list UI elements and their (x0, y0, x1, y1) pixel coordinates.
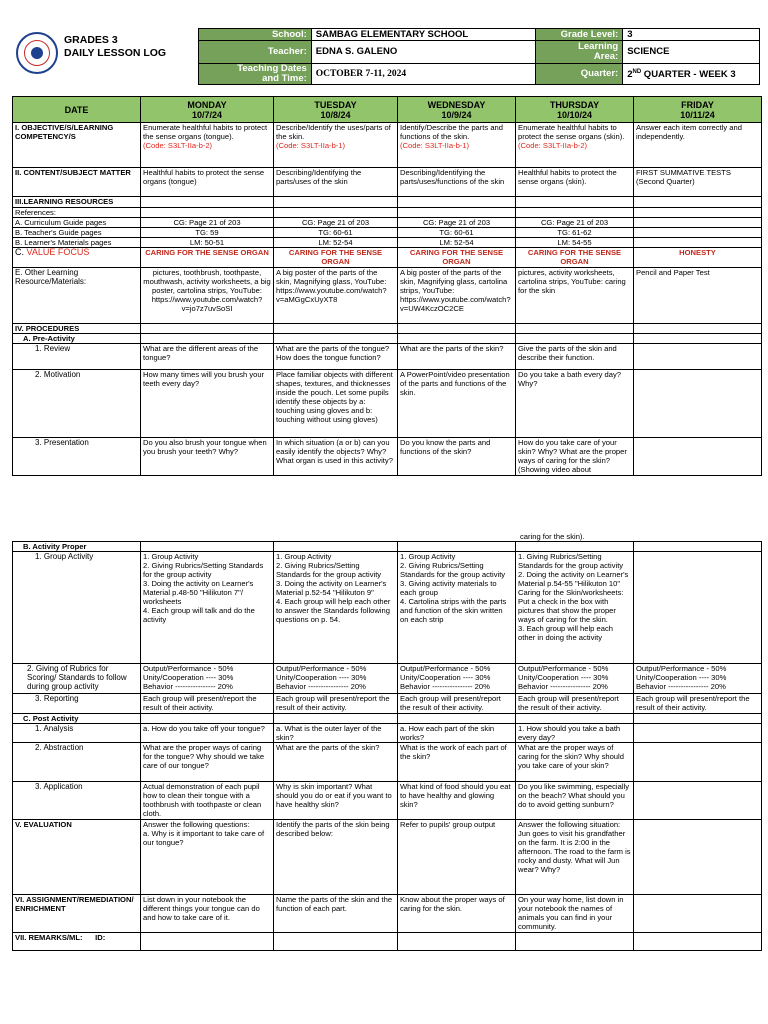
cg-wednesday: CG: Page 21 of 203 (398, 218, 516, 228)
empty-cell (274, 324, 398, 334)
reporting-label: 3. Reporting (13, 694, 141, 714)
lesson-table-part-1 (12, 96, 762, 476)
empty-cell (274, 933, 398, 951)
school-label: School: (199, 29, 312, 41)
dates-value: OCTOBER 7-11, 2024 (311, 64, 536, 85)
log-title: DAILY LESSON LOG (64, 47, 167, 59)
abstraction-label: 2. Abstraction (13, 743, 141, 782)
empty-cell (141, 208, 274, 218)
analysis-thursday: 1. How should you take a bath every day? (516, 724, 634, 743)
abstraction-wednesday: What is the work of each part of the skin? (398, 743, 516, 782)
empty-cell (634, 438, 762, 476)
empty-cell (634, 218, 762, 228)
deped-seal-logo (16, 32, 58, 74)
abstraction-monday: What are the proper ways of caring for the tongue? Why should we take care of our tongue? (141, 743, 274, 782)
reporting-row (13, 694, 762, 714)
teacher-label: Teacher: (199, 41, 312, 64)
grade-level-label: Grade Level: (536, 29, 623, 41)
procedures-row (13, 324, 762, 334)
analysis-row (13, 724, 762, 743)
motivation-tuesday: Place familiar objects with different shapes, textures, and thicknesses inside the pouch. Let some pupils identify these objects by a: touching using gloves and b: touching without using gloves) (274, 370, 398, 438)
evaluation-row (13, 820, 762, 895)
quarter-label: Quarter: (536, 64, 623, 85)
empty-cell (634, 714, 762, 724)
lesson-table-part-2 (12, 541, 762, 951)
friday-header (634, 97, 762, 123)
empty-cell (634, 542, 762, 552)
empty-cell (634, 370, 762, 438)
friday-date: 10/11/24 (680, 109, 715, 120)
remarks-row (13, 933, 762, 951)
date-header: DATE (13, 97, 141, 123)
empty-cell (516, 714, 634, 724)
empty-cell (634, 743, 762, 782)
empty-cell (141, 714, 274, 724)
school-value: SAMBAG ELEMENTARY SCHOOL (311, 29, 536, 41)
objective-friday: Answer each item correctly and independently. (634, 123, 762, 168)
group-activity-tuesday: 1. Group Activity 2. Giving Rubrics/Setting Standards for the group activity 3. Doing the activity on Learner's Material p.52-54 "Hilikuton 9" 4. Each group will help each other to answer the Standards following questions on p. 54. (274, 552, 398, 664)
objective-wednesday (398, 123, 516, 168)
assignment-thursday: On your way home, list down in your notebook the names of animals you can find in your community. (516, 895, 634, 933)
empty-cell (516, 933, 634, 951)
curriculum-guide-row (13, 218, 762, 228)
header-title (64, 34, 166, 60)
analysis-label: 1. Analysis (13, 724, 141, 743)
evaluation-tuesday: Identify the parts of the skin being described below: (274, 820, 398, 895)
header (12, 28, 760, 90)
value-focus-wednesday: CARING FOR THE SENSE ORGAN (398, 248, 516, 268)
presentation-thursday: How do you take care of your skin? Why? What are the proper ways of caring for the skin? (Showing video about (516, 438, 634, 476)
references-label: References: (13, 208, 141, 218)
evaluation-wednesday: Refer to pupils' group output (398, 820, 516, 895)
review-row (13, 344, 762, 370)
content-wednesday: Describing/Identifying the parts/uses/functions of the skin (398, 168, 516, 197)
value-focus-title: VALUE FOCUS (26, 247, 90, 257)
empty-cell (634, 197, 762, 208)
evaluation-thursday: Answer the following situation: Jun goes to visit his grandfather on the farm. It is 2:00 in the afternoon. The road to the farm is rocky and dusty. What will Jun wear? Why? (516, 820, 634, 895)
content-row (13, 168, 762, 197)
objective-label: I. OBJECTIVE/S/LEARNING COMPETENCY/S (13, 123, 141, 168)
group-activity-monday: 1. Group Activity 2. Giving Rubrics/Setting Standards for the group activity 3. Doing the activity on Learner's Material p.48-50 "Hilikuton 7"/ worksheets 4. Each group will talk and do the activity (141, 552, 274, 664)
cg-monday: CG: Page 21 of 203 (141, 218, 274, 228)
pre-activity-row (13, 334, 762, 344)
presentation-row (13, 438, 762, 476)
other-resources-friday: Pencil and Paper Test (634, 268, 762, 324)
lm-thursday: LM: 54-55 (516, 238, 634, 248)
thursday-date: 10/10/24 (556, 109, 593, 120)
empty-cell (516, 208, 634, 218)
content-label: II. CONTENT/SUBJECT MATTER (13, 168, 141, 197)
presentation-wednesday: Do you know the parts and functions of the skin? (398, 438, 516, 476)
tg-thursday: TG: 61-62 (516, 228, 634, 238)
empty-cell (398, 208, 516, 218)
other-resources-tuesday: A big poster of the parts of the skin, Magnifying glass, YouTube: https://www.youtube.com/watch?v=aMGgCxUyXT8 (274, 268, 398, 324)
remarks-id-label: ID: (95, 933, 106, 942)
group-activity-row (13, 552, 762, 664)
resources-label: III.LEARNING RESOURCES (13, 197, 141, 208)
empty-cell (141, 334, 274, 344)
empty-cell (634, 895, 762, 933)
rubrics-wednesday: Output/Performance - 50% Unity/Cooperation ---- 30% Behavior ---------------- 20% (398, 664, 516, 694)
empty-cell (274, 714, 398, 724)
empty-cell (634, 324, 762, 334)
teacher-value: EDNA S. GALENO (311, 41, 536, 64)
empty-cell (398, 933, 516, 951)
empty-cell (398, 334, 516, 344)
activity-proper-row (13, 542, 762, 552)
objective-thursday-code: (Code: S3LT-IIa-b-2) (518, 141, 588, 150)
empty-cell (516, 324, 634, 334)
empty-cell (274, 334, 398, 344)
motivation-thursday: Do you take a bath every day? Why? (516, 370, 634, 438)
monday-label: MONDAY (187, 99, 227, 110)
quarter-value (623, 64, 760, 85)
abstraction-row (13, 743, 762, 782)
empty-cell (274, 197, 398, 208)
tg-wednesday: TG: 60-61 (398, 228, 516, 238)
grades-label: GRADES 3 (64, 34, 118, 46)
presentation-thursday-continued: caring for the skin). (520, 532, 585, 541)
empty-cell (516, 334, 634, 344)
objective-wednesday-code: (Code: S3LT-IIa-b-1) (400, 141, 470, 150)
empty-cell (398, 324, 516, 334)
quarter-text: QUARTER - WEEK 3 (641, 69, 736, 81)
assignment-wednesday: Know about the proper ways of caring for the skin. (398, 895, 516, 933)
motivation-wednesday: A PowerPoint/video presentation of the parts and functions of the skin. (398, 370, 516, 438)
objective-monday-code: (Code: S3LT-IIa-b-2) (143, 141, 213, 150)
abstraction-thursday: What are the proper ways of caring for the skin? Why should you take care of your skin? (516, 743, 634, 782)
review-label: 1. Review (13, 344, 141, 370)
other-resources-monday: pictures, toothbrush, toothpaste, mouthwash, activity worksheets, a big poster, cartolina strips, YouTube: https://www.youtube.com/watch?v=jo7z7uvSoSI (141, 268, 274, 324)
objective-tuesday-text: Describe/Identify the uses/parts of the skin. (276, 123, 391, 141)
review-monday: What are the different areas of the tongue? (141, 344, 274, 370)
quarter-suffix: ND (632, 69, 642, 76)
presentation-tuesday: In which situation (a or b) can you easily identify the objects? Why? What organ is used in this activity? (274, 438, 398, 476)
monday-header (141, 97, 274, 123)
application-monday: Actual demonstration of each pupil how to clean their tongue with a toothbrush with toothpaste or clean cloth. (141, 782, 274, 820)
analysis-wednesday: a. How each part of the skin works? (398, 724, 516, 743)
assignment-tuesday: Name the parts of the skin and the function of each part. (274, 895, 398, 933)
learning-area-label-line2: Area: (593, 51, 619, 62)
cg-thursday: CG: Page 21 of 203 (516, 218, 634, 228)
empty-cell (634, 724, 762, 743)
value-focus-prefix: C. (15, 247, 27, 257)
wednesday-label: WEDNESDAY (427, 99, 486, 110)
value-focus-monday: CARING FOR THE SENSE ORGAN (141, 248, 274, 268)
review-tuesday: What are the parts of the tongue? How does the tongue function? (274, 344, 398, 370)
motivation-label: 2. Motivation (13, 370, 141, 438)
tg-label: B. Teacher's Guide pages (13, 228, 141, 238)
empty-cell (274, 542, 398, 552)
reporting-friday: Each group will present/report the result of their activity. (634, 694, 762, 714)
motivation-monday: How many times will you brush your teeth every day? (141, 370, 274, 438)
rubrics-row (13, 664, 762, 694)
value-focus-row (13, 248, 762, 268)
motivation-row (13, 370, 762, 438)
group-activity-wednesday: 1. Group Activity 2. Giving Rubrics/Setting Standards for the group activity 3. Giving activity materials to each group 4. Cartolina strips with the parts and function of the skin written on each strip (398, 552, 516, 664)
rubrics-thursday: Output/Performance - 50% Unity/Cooperation ---- 30% Behavior ---------------- 20% (516, 664, 634, 694)
evaluation-monday: Answer the following questions: a. Why is it important to take care of our tongue? (141, 820, 274, 895)
analysis-monday: a. How do you take off your tongue? (141, 724, 274, 743)
pre-activity-label: A. Pre-Activity (13, 334, 141, 344)
objective-thursday-text: Enumerate healthful habits to protect the sense organs (skin). (518, 123, 625, 141)
objective-wednesday-text: Identify/Describe the parts and functions of the skin. (400, 123, 503, 141)
post-activity-row (13, 714, 762, 724)
post-activity-label: C. Post Activity (13, 714, 141, 724)
references-row (13, 208, 762, 218)
empty-cell (274, 208, 398, 218)
empty-cell (141, 197, 274, 208)
cg-tuesday: CG: Page 21 of 203 (274, 218, 398, 228)
resources-row (13, 197, 762, 208)
abstraction-tuesday: What are the parts of the skin? (274, 743, 398, 782)
empty-cell (634, 820, 762, 895)
thursday-label: THURSDAY (549, 99, 600, 110)
grade-level-value: 3 (623, 29, 760, 41)
value-focus-thursday: CARING FOR THE SENSE ORGAN (516, 248, 634, 268)
objective-monday (141, 123, 274, 168)
other-resources-wednesday: A big poster of the parts of the skin, Magnifying glass, cartolina strips, YouTube: https://www.youtube.com/watch?v=UW4KczOC2CE (398, 268, 516, 324)
learning-area-label-line1: Learning (578, 41, 619, 52)
content-monday: Healthful habits to protect the sense organs (tongue) (141, 168, 274, 197)
empty-cell (516, 542, 634, 552)
tuesday-header (274, 97, 398, 123)
review-wednesday: What are the parts of the skin? (398, 344, 516, 370)
rubrics-monday: Output/Performance - 50% Unity/Cooperation ---- 30% Behavior ---------------- 20% (141, 664, 274, 694)
presentation-monday: Do you also brush your tongue when you brush your teeth? Why? (141, 438, 274, 476)
content-friday: FIRST SUMMATIVE TESTS (Second Quarter) (634, 168, 762, 197)
teachers-guide-row (13, 228, 762, 238)
empty-cell (634, 933, 762, 951)
lm-label: B. Learner's Materials pages (13, 238, 141, 248)
dates-label (199, 64, 312, 85)
quarter-number: 2 (627, 69, 633, 81)
analysis-tuesday: a. What is the outer layer of the skin? (274, 724, 398, 743)
presentation-label: 3. Presentation (13, 438, 141, 476)
empty-cell (634, 344, 762, 370)
rubrics-tuesday: Output/Performance - 50% Unity/Cooperation ---- 30% Behavior ---------------- 20% (274, 664, 398, 694)
assignment-monday: List down in your notebook the different things your tongue can do and how to take care of it. (141, 895, 274, 933)
rubrics-friday: Output/Performance - 50% Unity/Cooperation ---- 30% Behavior ---------------- 20% (634, 664, 762, 694)
reporting-tuesday: Each group will present/report the result of their activity. (274, 694, 398, 714)
application-label: 3. Application (13, 782, 141, 820)
school-info-table (198, 28, 760, 85)
assignment-label: VI. ASSIGNMENT/REMEDIATION/ ENRICHMENT (13, 895, 141, 933)
objective-thursday (516, 123, 634, 168)
dates-label-line1: Teaching Dates (237, 63, 307, 74)
application-tuesday: Why is skin important? What should you do or eat if you want to have healthy skin? (274, 782, 398, 820)
group-activity-thursday: 1. Giving Rubrics/Setting Standards for the group activity 2. Doing the activity on Learner's Material p.54-55 "Hilikuton 10" Caring for the Skin/worksheets: Put a check in the box with pictures that show the proper ways of caring for the skin. 3. Each group will help each other in doing the activity (516, 552, 634, 664)
empty-cell (398, 197, 516, 208)
lm-wednesday: LM: 52-54 (398, 238, 516, 248)
empty-cell (634, 782, 762, 820)
review-thursday: Give the parts of the skin and describe their function. (516, 344, 634, 370)
cg-label: A. Curriculum Guide pages (13, 218, 141, 228)
objective-monday-text: Enumerate healthful habits to protect the sense organs (tongue). (143, 123, 268, 141)
empty-cell (634, 552, 762, 664)
value-focus-label (13, 248, 141, 268)
objective-tuesday (274, 123, 398, 168)
objective-row (13, 123, 762, 168)
empty-cell (141, 324, 274, 334)
date-header-row (13, 97, 762, 123)
value-focus-friday: HONESTY (634, 248, 762, 268)
remarks-label (13, 933, 141, 951)
evaluation-label: V. EVALUATION (13, 820, 141, 895)
value-focus-tuesday: CARING FOR THE SENSE ORGAN (274, 248, 398, 268)
content-thursday: Healthful habits to protect the sense organs (skin). (516, 168, 634, 197)
monday-date: 10/7/24 (191, 109, 223, 120)
empty-cell (634, 334, 762, 344)
empty-cell (634, 208, 762, 218)
assignment-row (13, 895, 762, 933)
learners-materials-row (13, 238, 762, 248)
learning-area-value: SCIENCE (623, 41, 760, 64)
empty-cell (634, 228, 762, 238)
remarks-label-text: VII. REMARKS/ML: (15, 933, 83, 942)
tg-monday: TG: 59 (141, 228, 274, 238)
wednesday-header (398, 97, 516, 123)
empty-cell (141, 542, 274, 552)
empty-cell (634, 238, 762, 248)
tuesday-date: 10/8/24 (320, 109, 351, 120)
application-thursday: Do you like swimming, especially on the beach? What should you do to avoid getting sunburn? (516, 782, 634, 820)
other-resources-row (13, 268, 762, 324)
empty-cell (516, 197, 634, 208)
reporting-monday: Each group will present/report the result of their activity. (141, 694, 274, 714)
lm-monday: LM: 50-51 (141, 238, 274, 248)
empty-cell (398, 714, 516, 724)
application-wednesday: What kind of food should you eat to have healthy and glowing skin? (398, 782, 516, 820)
other-resources-label: E. Other Learning Resource/Materials: (13, 268, 141, 324)
content-tuesday: Describing/Identifying the parts/uses of the skin (274, 168, 398, 197)
reporting-wednesday: Each group will present/report the result of their activity. (398, 694, 516, 714)
activity-proper-label: B. Activity Proper (13, 542, 141, 552)
tuesday-label: TUESDAY (314, 99, 357, 110)
objective-tuesday-code: (Code: S3LT-IIa-b-1) (276, 141, 346, 150)
tg-tuesday: TG: 60-61 (274, 228, 398, 238)
empty-cell (398, 542, 516, 552)
rubrics-label: 2. Giving of Rubrics for Scoring/ Standards to follow during group activity (13, 664, 141, 694)
dates-label-line2: and Time: (262, 73, 307, 84)
thursday-header (516, 97, 634, 123)
other-resources-thursday: pictures, activity worksheets, cartolina strips, YouTube: caring for the skin (516, 268, 634, 324)
group-activity-label: 1. Group Activity (13, 552, 141, 664)
application-row (13, 782, 762, 820)
learning-area-label (536, 41, 623, 64)
lm-tuesday: LM: 52-54 (274, 238, 398, 248)
empty-cell (141, 933, 274, 951)
wednesday-date: 10/9/24 (441, 109, 472, 120)
procedures-label: IV. PROCEDURES (13, 324, 141, 334)
friday-label: FRIDAY (681, 99, 714, 110)
reporting-thursday: Each group will present/report the result of their activity. (516, 694, 634, 714)
